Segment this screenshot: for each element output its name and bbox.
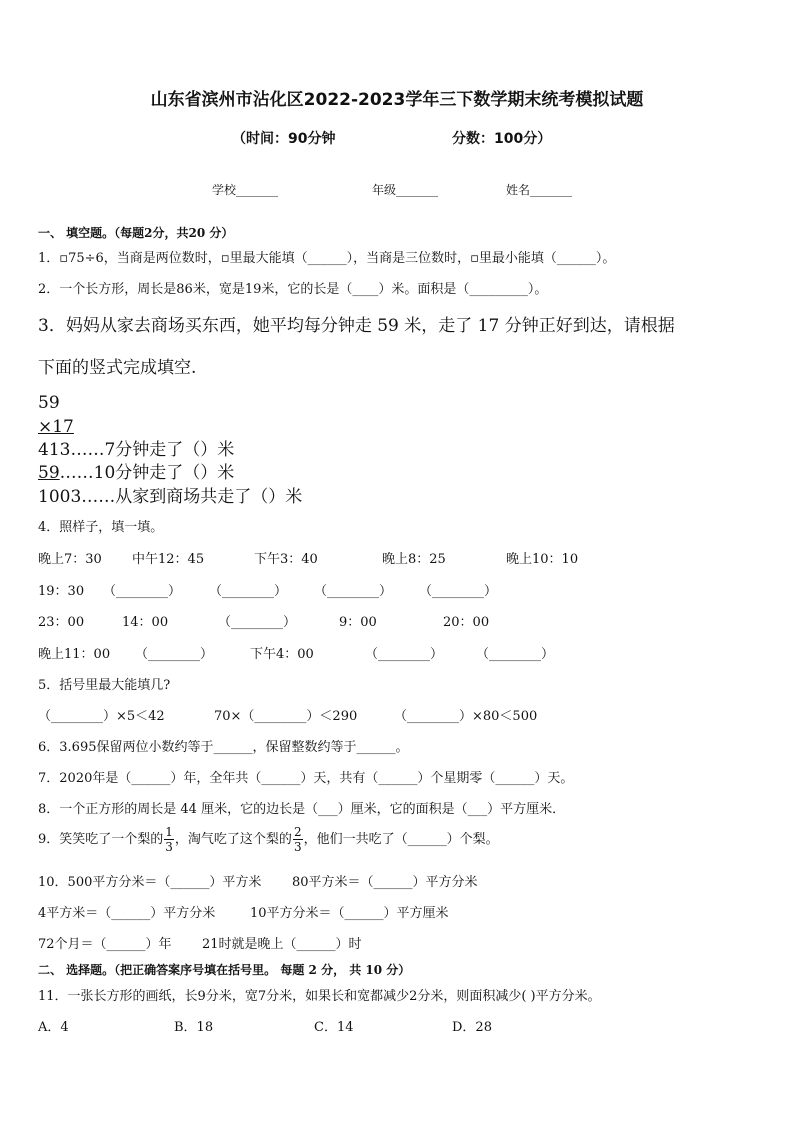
page-title: 山东省滨州市沾化区2022-2023学年三下数学期末统考模拟试题 xyxy=(150,90,644,110)
question-2: 2．一个长方形，周长是86米，宽是19米，它的长是（____）米。面积是（_________）。 xyxy=(38,282,548,297)
question-7: 7．2020年是（______）年，全年共（______）天，共有（______）个星期零（______）天。 xyxy=(38,771,574,786)
calc-row-2 xyxy=(38,463,234,483)
question-10d: 10平方分米＝（______）平方厘米 xyxy=(250,906,449,921)
question-9-part-a: 9．笑笑吃了一个梨的 xyxy=(38,831,164,847)
question-10e: 72个月＝（______）年 xyxy=(38,937,172,952)
calc-row-1: 413……7分钟走了（）米 xyxy=(38,440,235,460)
question-6: 6．3.695保留两位小数约等于______，保留整数约等于______。 xyxy=(38,740,409,755)
calc-multiplicand: 59 xyxy=(38,393,60,413)
question-10a: 10．500平方分米＝（______）平方米 xyxy=(38,875,262,890)
calc-row-2-number: 59 xyxy=(38,463,60,483)
q4-row4-blank[interactable]: （________） xyxy=(365,647,444,662)
question-5c: （________）×80＜500 xyxy=(394,709,538,724)
calc-row-2-text: ……10分钟走了（）米 xyxy=(59,463,235,483)
q4-row3-blank[interactable]: （________） xyxy=(218,615,297,630)
q4-row4-cell: 晚上11：00 xyxy=(38,647,111,662)
name-field[interactable]: 姓名_______ xyxy=(506,183,573,197)
grade-field[interactable]: 年级_______ xyxy=(372,183,439,197)
q4-row1-cell: 中午12：45 xyxy=(132,552,205,567)
exam-time: （时间：90分钟 xyxy=(232,131,336,147)
question-10b: 80平方米＝（______）平方分米 xyxy=(292,875,478,890)
q4-row1-cell: 下午3：40 xyxy=(254,552,318,567)
q4-row3-cell: 23：00 xyxy=(38,615,85,630)
fraction-two-thirds xyxy=(293,826,303,853)
option-c[interactable]: C．14 xyxy=(314,1020,354,1035)
q4-row2-blank[interactable]: （________） xyxy=(103,584,182,599)
calc-row-3: 1003……从家到商场共走了（）米 xyxy=(38,487,303,507)
q4-row3-cell: 20：00 xyxy=(443,615,490,630)
question-11: 11．一张长方形的画纸，长9分米，宽7分米，如果长和宽都减少2分米，则面积减少( )平方分米。 xyxy=(38,989,601,1004)
q4-row4-cell: 下午4：00 xyxy=(250,647,314,662)
question-9 xyxy=(38,826,499,853)
q4-row1-cell: 晚上7：30 xyxy=(38,552,102,567)
fraction-denominator: 3 xyxy=(293,840,302,854)
option-b[interactable]: B．18 xyxy=(174,1020,214,1035)
q4-row2-blank[interactable]: （________） xyxy=(314,584,393,599)
q4-row1-cell: 晚上10：10 xyxy=(506,552,579,567)
question-5-title: 5．括号里最大能填几? xyxy=(38,678,171,693)
q4-row1-cell: 晚上8：25 xyxy=(382,552,446,567)
q4-row2-blank[interactable]: （________） xyxy=(209,584,288,599)
fraction-denominator: 3 xyxy=(165,840,173,854)
question-3-line-2: 下面的竖式完成填空. xyxy=(38,358,197,378)
option-a[interactable]: A．4 xyxy=(38,1020,69,1035)
section-2-heading: 二、 选择题。（把正确答案序号填在括号里。 每题 2 分， 共 10 分） xyxy=(38,963,411,977)
question-10c: 4平方米＝（______）平方分米 xyxy=(38,906,216,921)
exam-score: 分数：100分） xyxy=(452,131,552,147)
question-9-part-b: ，淘气吃了这个梨的 xyxy=(174,831,292,847)
q4-row3-cell: 9：00 xyxy=(339,615,377,630)
fraction-numerator: 1 xyxy=(165,825,173,839)
school-field[interactable]: 学校_______ xyxy=(212,183,279,197)
q4-row2-blank[interactable]: （________） xyxy=(419,584,498,599)
question-5b: 70×（________）＜290 xyxy=(214,709,358,724)
calc-multiplier: ×17 xyxy=(38,417,74,437)
fraction-numerator: 2 xyxy=(293,825,302,839)
fraction-one-third xyxy=(164,826,174,853)
question-10f: 21时就是晚上（______）时 xyxy=(202,937,362,952)
q4-row4-blank[interactable]: （________） xyxy=(476,647,555,662)
question-9-part-c: ，他们一共吃了（______）个梨。 xyxy=(303,831,499,847)
question-1: 1．▫75÷6，当商是两位数时，▫里最大能填（______），当商是三位数时，▫里最小能填（______）。 xyxy=(38,251,616,266)
option-d[interactable]: D．28 xyxy=(452,1020,492,1035)
q4-row3-cell: 14：00 xyxy=(122,615,169,630)
q4-row2-cell: 19：30 xyxy=(38,584,85,599)
question-3-line-1: 3．妈妈从家去商场买东西，她平均每分钟走 59 米，走了 17 分钟正好到达，请根据 xyxy=(38,316,675,336)
q4-row4-blank[interactable]: （________） xyxy=(135,647,214,662)
question-5a: （________）×5＜42 xyxy=(38,709,165,724)
question-8: 8．一个正方形的周长是 44 厘米，它的边长是（___）厘米，它的面积是（___）平方厘米． xyxy=(38,802,566,817)
question-4-title: 4．照样子，填一填。 xyxy=(38,520,164,535)
section-1-heading: 一、 填空题。（每题2分，共20 分） xyxy=(38,226,234,240)
